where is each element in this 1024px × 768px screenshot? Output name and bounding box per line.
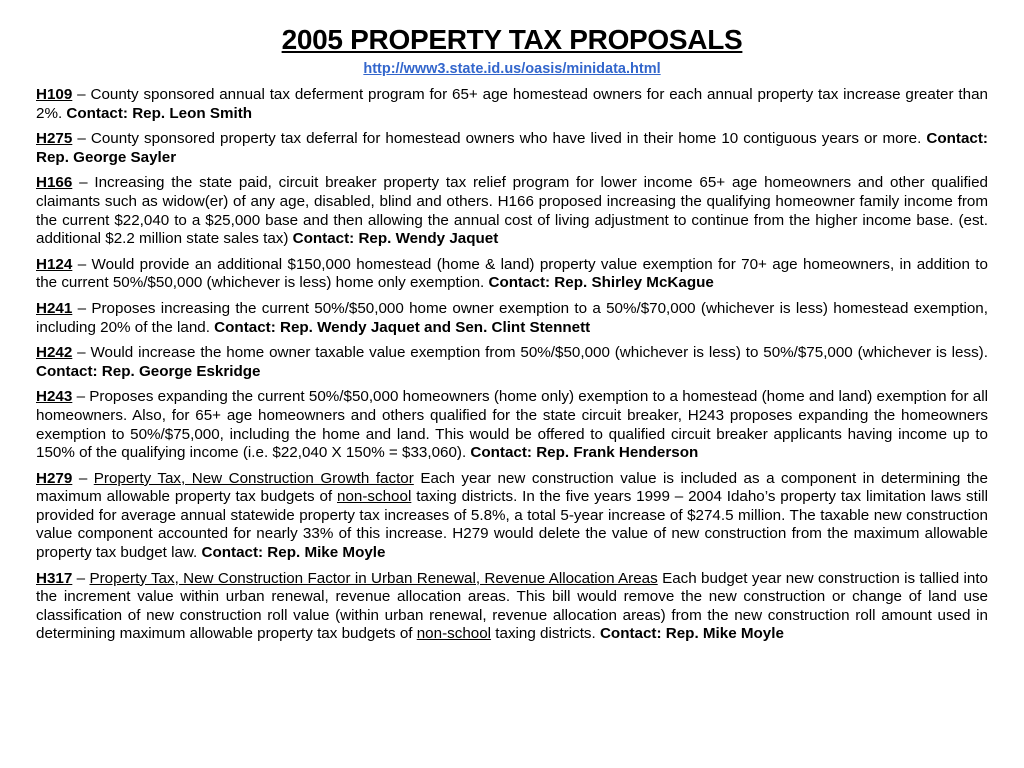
- bill-h109: [36, 86, 988, 123]
- dash: –: [76, 569, 86, 587]
- bill-description-cont: taxing districts.: [495, 625, 600, 643]
- bill-description: Each year new construction value is included as a component in determining the maximum allowable property tax budgets of: [36, 469, 988, 506]
- bill-description: County sponsored property tax deferral for homestead owners who have lived in their home 10 contiguous years or more.: [90, 130, 922, 148]
- bill-h275: [36, 130, 988, 167]
- dash: –: [76, 388, 86, 406]
- bill-contact: Contact: Rep. Leon Smith: [66, 104, 253, 122]
- dash: –: [77, 299, 87, 317]
- source-link[interactable]: http://www3.state.id.us/oasis/minidata.html: [363, 61, 661, 77]
- bill-contact: Contact: Rep. Wendy Jaquet and Sen. Clint Stennett: [214, 318, 591, 336]
- dash: –: [77, 130, 86, 148]
- bill-contact: Contact: Rep. Wendy Jaquet: [292, 230, 499, 248]
- bill-h241: [36, 300, 988, 337]
- bill-h279: [36, 470, 988, 563]
- dash: –: [77, 86, 86, 103]
- bill-description: Would increase the home owner taxable value exemption from 50%/$50,000 (whichever is less) to 50%/$75,000 (whichever is less).: [90, 344, 988, 362]
- bill-topic: Property Tax, New Construction Factor in Urban Renewal, Revenue Allocation Areas: [89, 569, 658, 587]
- bill-code: H242: [36, 344, 73, 362]
- bill-code: H279: [36, 469, 73, 487]
- bill-contact: Contact: Rep. Mike Moyle: [599, 625, 784, 643]
- bill-code: H241: [36, 299, 73, 317]
- page-title: 2005 PROPERTY TAX PROPOSALS: [281, 24, 743, 55]
- bill-description: Would provide an additional $150,000 homestead (home & land) property value exemption for 70+ age homeowners, in addition to the current 50%/$50,000 (whichever is less) home only exemption.: [36, 255, 988, 292]
- bill-code: H317: [36, 569, 73, 587]
- bill-h242: [36, 344, 988, 381]
- bill-code: H124: [36, 255, 73, 273]
- bill-code: H275: [36, 130, 73, 148]
- bill-code: H243: [36, 388, 73, 406]
- bill-topic: Property Tax, New Construction Growth factor: [93, 469, 414, 487]
- bill-h124: [36, 256, 988, 293]
- dash: –: [77, 344, 86, 362]
- bill-contact: Contact: Rep. Mike Moyle: [201, 544, 386, 562]
- bill-contact: Contact: Rep. George Sayler: [36, 130, 988, 166]
- bill-description: Proposes increasing the current 50%/$50,000 home owner exemption to a 50%/$70,000 (whichever is less) homestead exemption, including 20% of the land.: [36, 299, 988, 336]
- dash: –: [77, 255, 87, 273]
- bill-contact: Contact: Rep. Frank Henderson: [470, 444, 699, 462]
- bill-description: Proposes expanding the current 50%/$50,000 homeowners (home only) exemption to a homestead (home and land) exemption for all homeowners. Also, for 65+ age homeowners and others qualified for the state circuit breaker, H243 proposes expanding the homeowners exemption to 50%/$75,000, including the home and land. This would be offered to qualified circuit breaker applicants having income up to 150% of the qualifying income (i.e. $22,040 X 150% = $33,060).: [36, 388, 988, 462]
- bill-code: H166: [36, 174, 73, 192]
- underlined-term: non-school: [337, 488, 412, 506]
- bill-h243: [36, 388, 988, 462]
- underlined-term: non-school: [416, 625, 492, 643]
- bill-contact: Contact: Rep. George Eskridge: [36, 362, 261, 380]
- bill-description: County sponsored annual tax deferment program for 65+ age homestead owners for each annual property tax increase greater than 2%.: [36, 86, 988, 122]
- bill-description-cont: taxing districts. In the five years 1999 – 2004 Idaho’s property tax limitation laws still provided for average annual statewide property tax increases of 5.8%, a total 5-year increase of $274.5 million. The taxable new construction value component accounted for nearly 33% of this increase. H279 would delete the value of new construction from the maximum allowable property tax budget law.: [36, 488, 988, 562]
- dash: –: [79, 174, 88, 192]
- bill-description: Each budget year new construction is tallied into the increment value within urban renewal, revenue allocation areas. This bill would remove the new construction or change of land use classification of new construction roll value (within urban renewal, revenue allocation areas) from the new construction roll amount used in determining maximum allowable property tax budgets of: [36, 569, 988, 643]
- bill-code: H109: [36, 86, 73, 103]
- dash: –: [78, 469, 88, 487]
- bill-contact: Contact: Rep. Shirley McKague: [488, 274, 714, 292]
- bill-h166: [36, 174, 988, 248]
- bill-h317: [36, 570, 988, 644]
- bill-description: Increasing the state paid, circuit breaker property tax relief program for lower income 65+ age homeowners and other qualified claimants such as widow(er) of any age, disabled, blind and others. H166 proposed increasing the qualifying homeowner family income from the current $22,040 to a $25,000 base and then allowing the annual cost of living adjustment to continue from the higher income base. (est. additional $2.2 million state sales tax): [36, 174, 988, 248]
